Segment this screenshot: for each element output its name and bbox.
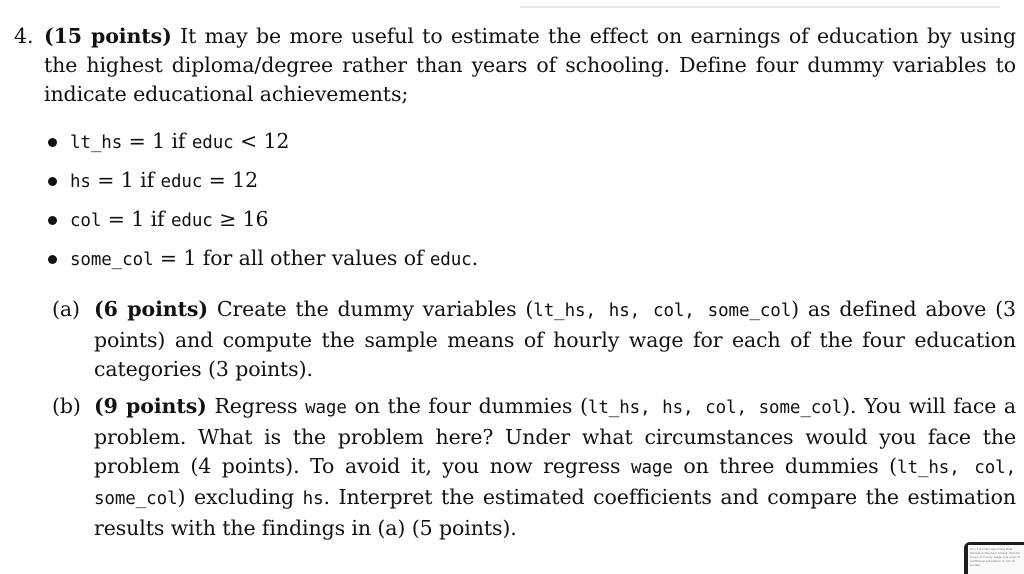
question-number: 4. xyxy=(14,24,34,48)
part-a-label: (a) xyxy=(52,297,80,321)
dummy-item-lt-hs: lt_hs = 1 if educ < 12 xyxy=(70,127,1016,158)
part-b-points: (9 points) xyxy=(94,394,207,418)
question-parts xyxy=(52,295,1016,543)
part-b-label: (b) xyxy=(52,394,81,418)
part-a-text: (6 points) Create the dummy variables (lt_hs, hs, col, some_col) as defined above (3 points) and compute the sample means of hourly wage for each of the four education categories (3 points). xyxy=(94,297,1016,381)
dummy-item-hs: hs = 1 if educ = 12 xyxy=(70,166,1016,197)
question-header xyxy=(14,22,1016,109)
question-intro: It may be more useful to estimate the effect on earnings of education by using the highest diploma/degree rather than years of schooling. Define four dummy variables to indicate educational achievements; xyxy=(44,24,1016,106)
question-points: (15 points) xyxy=(44,24,172,48)
cut-off-line-above xyxy=(520,0,1000,8)
dummy-definition-list xyxy=(70,127,1016,275)
part-a xyxy=(52,295,1016,384)
dummy-item-col: col = 1 if educ ≥ 16 xyxy=(70,205,1016,236)
page-thumbnail-sheet: (b) (7 points) Assuming that female is the benchmark, female mean of hourly wage one year of additional education or not (3 points) xyxy=(968,545,1024,574)
part-b-text: (9 points) Regress wage on the four dummies (lt_hs, hs, col, some_col). You will face a problem. What is the problem here? Under what circumstances would you face the problem (4 points). To avoid it, you now regress wage on three dummies (lt_hs, col, some_col) excluding hs. Interpret the estimated coefficients and compare the estimation results with the findings in (a) (5 points). xyxy=(94,394,1017,540)
page-thumbnail[interactable] xyxy=(964,542,1024,574)
part-a-points: (6 points) xyxy=(94,297,208,321)
dummy-item-some-col: some_col = 1 for all other values of educ. xyxy=(70,244,1016,275)
part-b xyxy=(52,392,1016,543)
question-4 xyxy=(14,22,1016,551)
question-intro-block xyxy=(44,22,1016,109)
